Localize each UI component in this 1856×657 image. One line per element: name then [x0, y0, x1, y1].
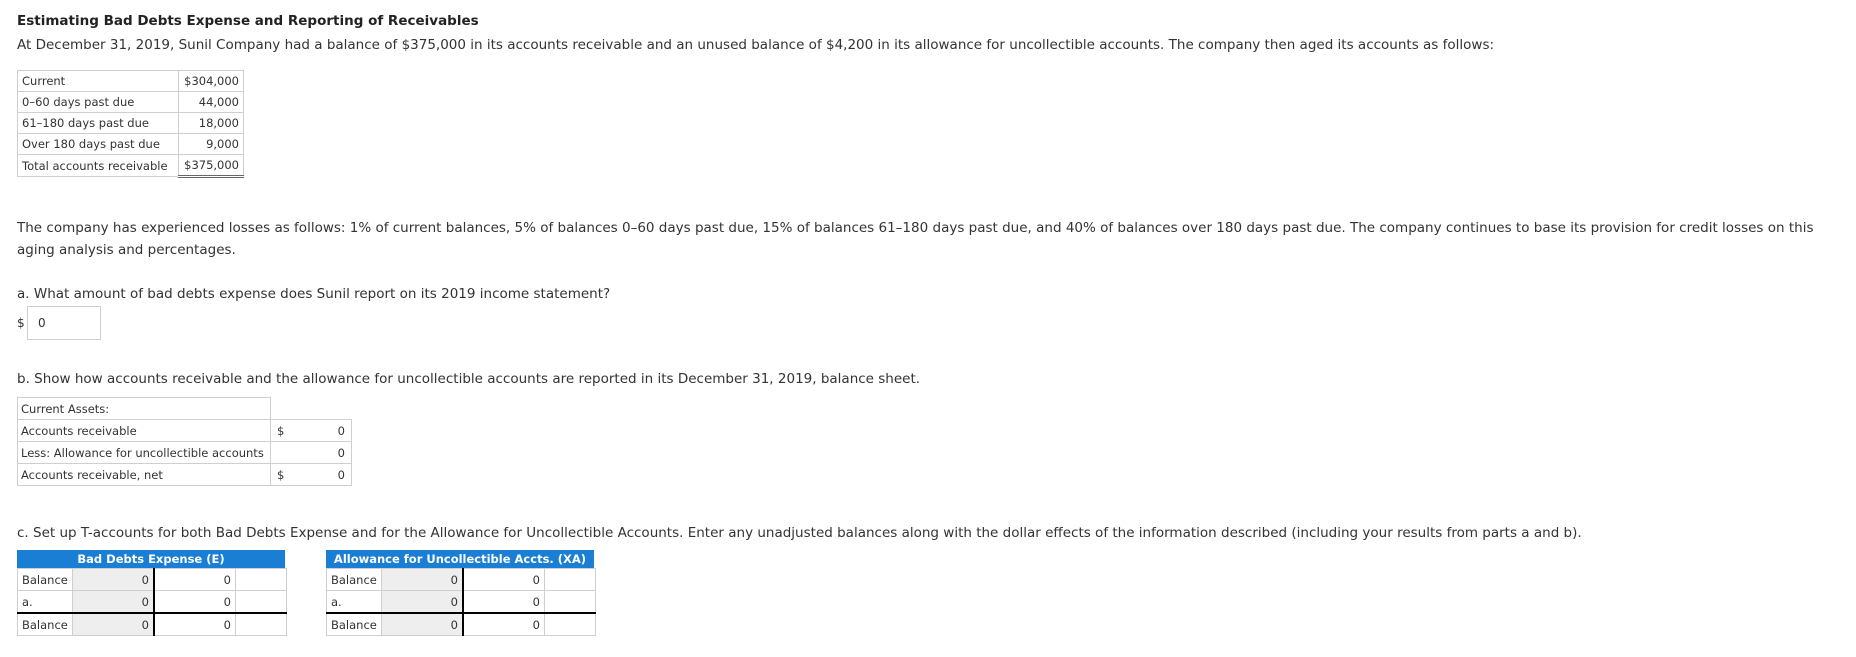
debit-input[interactable]: 0: [382, 613, 464, 636]
table-row: [18, 591, 287, 614]
t-row-label: a.: [327, 591, 382, 614]
aging-value: 44,000: [179, 92, 244, 113]
aging-label: Current: [18, 71, 179, 92]
t-account-allowance: [326, 550, 596, 636]
table-row: [18, 569, 287, 591]
aging-total-value: $375,000: [179, 155, 244, 177]
credit-input[interactable]: 0: [154, 591, 236, 614]
table-row: [327, 569, 596, 591]
debit-input[interactable]: 0: [73, 613, 155, 636]
aging-value: 9,000: [179, 134, 244, 155]
bad-debts-expense-value: 0: [38, 316, 46, 330]
table-row: [18, 134, 244, 155]
t-row-label: Balance: [18, 569, 73, 591]
table-row: [18, 113, 244, 134]
bs-currency: $: [271, 420, 295, 442]
accounts-receivable-input[interactable]: 0: [294, 420, 352, 442]
debit-input[interactable]: 0: [73, 569, 155, 591]
allowance-input[interactable]: 0: [294, 442, 352, 464]
t-row-label: Balance: [327, 569, 382, 591]
t-account-title: Bad Debts Expense (E): [17, 550, 285, 568]
losses-text-line2: aging analysis and percentages.: [17, 242, 236, 258]
current-assets-header: Current Assets:: [18, 398, 271, 420]
aging-label: 0–60 days past due: [18, 92, 179, 113]
aging-value: $304,000: [179, 71, 244, 92]
balance-sheet-table: [17, 397, 352, 486]
table-row: [18, 155, 244, 177]
table-row: [18, 613, 287, 636]
part-c-question: c. Set up T-accounts for both Bad Debts Expense and for the Allowance for Uncollectible Accounts. Enter any unadjusted balances along with the dollar effects of the information described (including your results from parts a and b).: [17, 525, 1582, 541]
part-b-question: b. Show how accounts receivable and the allowance for uncollectible accounts are reported in its December 31, 2019, balance sheet.: [17, 371, 921, 387]
bs-row-label: Less: Allowance for uncollectible accounts: [18, 442, 271, 464]
bs-currency: [271, 442, 295, 464]
table-row: [18, 398, 352, 420]
credit-input[interactable]: 0: [463, 613, 545, 636]
t-account-bad-debts-expense: [17, 550, 287, 636]
aging-value: 18,000: [179, 113, 244, 134]
losses-text-line1: The company has experienced losses as follows: 1% of current balances, 5% of balances 0–60 days past due, 15% of balances 61–180 days past due, and 40% of balances over 180 days past due. The company continues to base its provision for credit losses on this: [17, 220, 1814, 236]
aging-label: 61–180 days past due: [18, 113, 179, 134]
credit-input[interactable]: 0: [154, 613, 236, 636]
table-row: [18, 464, 352, 486]
part-a-currency: $: [17, 316, 25, 330]
debit-input[interactable]: 0: [382, 591, 464, 614]
table-row: [327, 613, 596, 636]
table-row: [18, 420, 352, 442]
table-row: [327, 591, 596, 614]
t-row-label: a.: [18, 591, 73, 614]
t-row-label: Balance: [327, 613, 382, 636]
table-row: [18, 92, 244, 113]
credit-input[interactable]: 0: [463, 569, 545, 591]
accounts-receivable-net-input[interactable]: 0: [294, 464, 352, 486]
credit-input[interactable]: 0: [154, 569, 236, 591]
t-account-title: Allowance for Uncollectible Accts. (XA): [326, 550, 594, 568]
bs-row-label: Accounts receivable, net: [18, 464, 271, 486]
part-a-question: a. What amount of bad debts expense does Sunil report on its 2019 income statement?: [17, 286, 611, 302]
intro-text: At December 31, 2019, Sunil Company had a balance of $375,000 in its accounts receivable and an unused balance of $4,200 in its allowance for uncollectible accounts. The company then aged its accounts as follows:: [17, 37, 1495, 53]
debit-input[interactable]: 0: [73, 591, 155, 614]
aging-table: [17, 70, 244, 178]
table-row: [18, 71, 244, 92]
bad-debts-expense-input[interactable]: [27, 306, 101, 340]
bs-row-label: Accounts receivable: [18, 420, 271, 442]
credit-input[interactable]: 0: [463, 591, 545, 614]
t-row-label: Balance: [18, 613, 73, 636]
debit-input[interactable]: 0: [382, 569, 464, 591]
aging-label: Over 180 days past due: [18, 134, 179, 155]
bs-currency: $: [271, 464, 295, 486]
page-title: Estimating Bad Debts Expense and Reporting of Receivables: [17, 13, 479, 29]
aging-total-label: Total accounts receivable: [18, 155, 179, 177]
table-row: [18, 442, 352, 464]
